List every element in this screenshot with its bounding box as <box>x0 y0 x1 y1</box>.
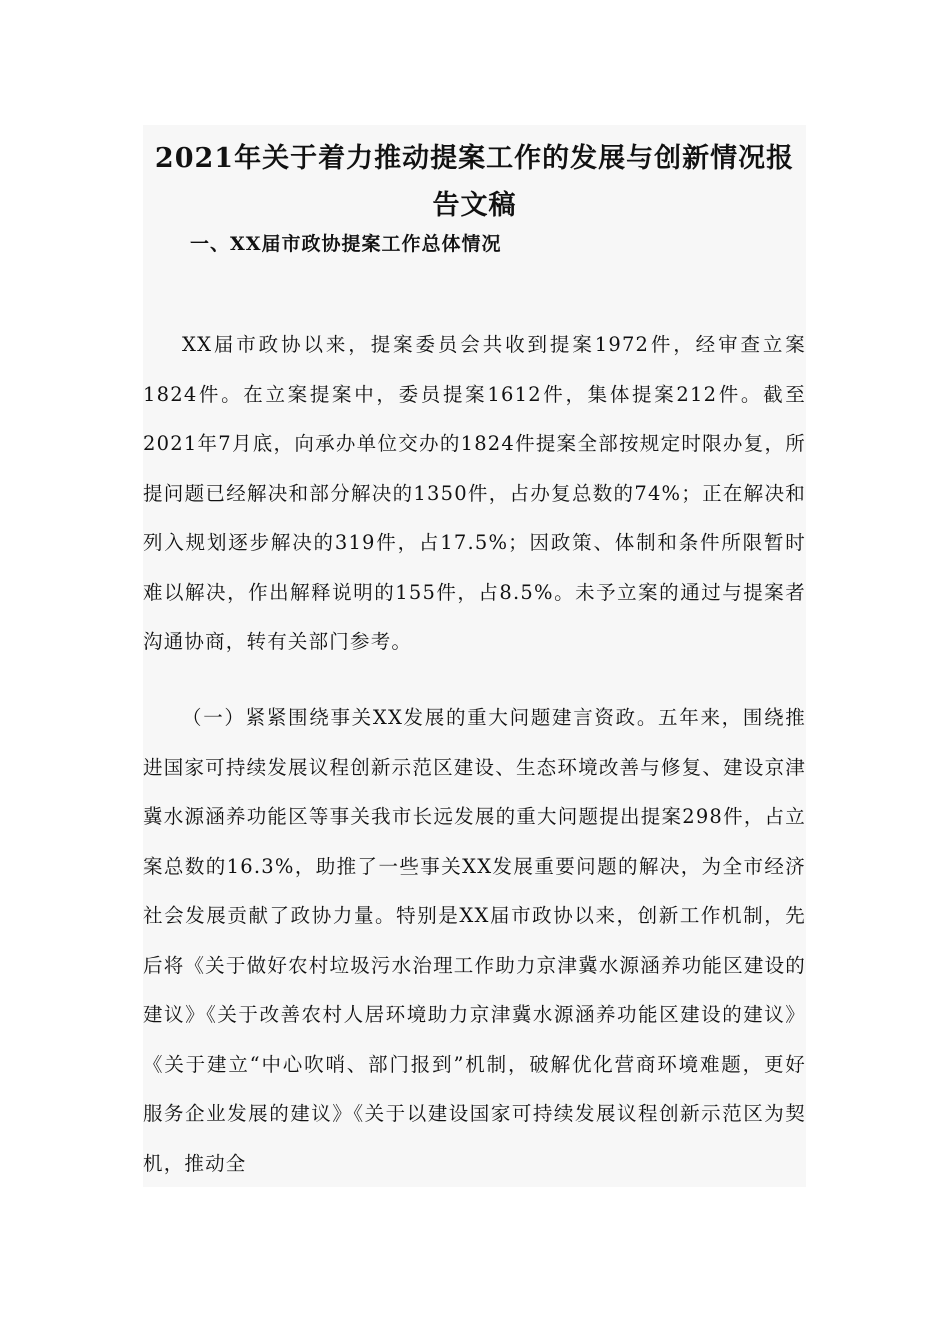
section-heading: 一、XX届市政协提案工作总体情况 <box>190 233 502 255</box>
document-page <box>143 125 806 1187</box>
paragraph: XX届市政协以来，提案委员会共收到提案1972件，经审查立案1824件。在立案提案中，委员提案1612件，集体提案212件。截至2021年7月底，向承办单位交办的1824件提案全部按规定时限办复，所提问题已经解决和部分解决的1350件，占办复总数的74%；正在解决和列入规划逐步解决的319件，占17.5%；因政策、体制和条件所限暂时难以解决，作出解释说明的155件，占8.5%。未予立案的通过与提案者沟通协商，转有关部门参考。 <box>143 333 806 653</box>
paragraph: （一）紧紧围绕事关XX发展的重大问题建言资政。五年来，围绕推进国家可持续发展议程创新示范区建设、生态环境改善与修复、建设京津冀水源涵养功能区等事关我市长远发展的重大问题提出提案298件，占立案总数的16.3%，助推了一些事关XX发展重要问题的解决，为全市经济社会发展贡献了政协力量。特别是XX届市政协以来，创新工作机制，先后将《关于做好农村垃圾污水治理工作助力京津冀水源涵养功能区建设的建议》《关于改善农村人居环境助力京津冀水源涵养功能区建设的建议》《关于建立“中心吹哨、部门报到”机制，破解优化营商环境难题，更好服务企业发展的建议》《关于以建设国家可持续发展议程创新示范区为契机，推动全 <box>143 706 806 1175</box>
document-title: 2021年关于着力推动提案工作的发展与创新情况报告文稿 <box>154 143 795 221</box>
